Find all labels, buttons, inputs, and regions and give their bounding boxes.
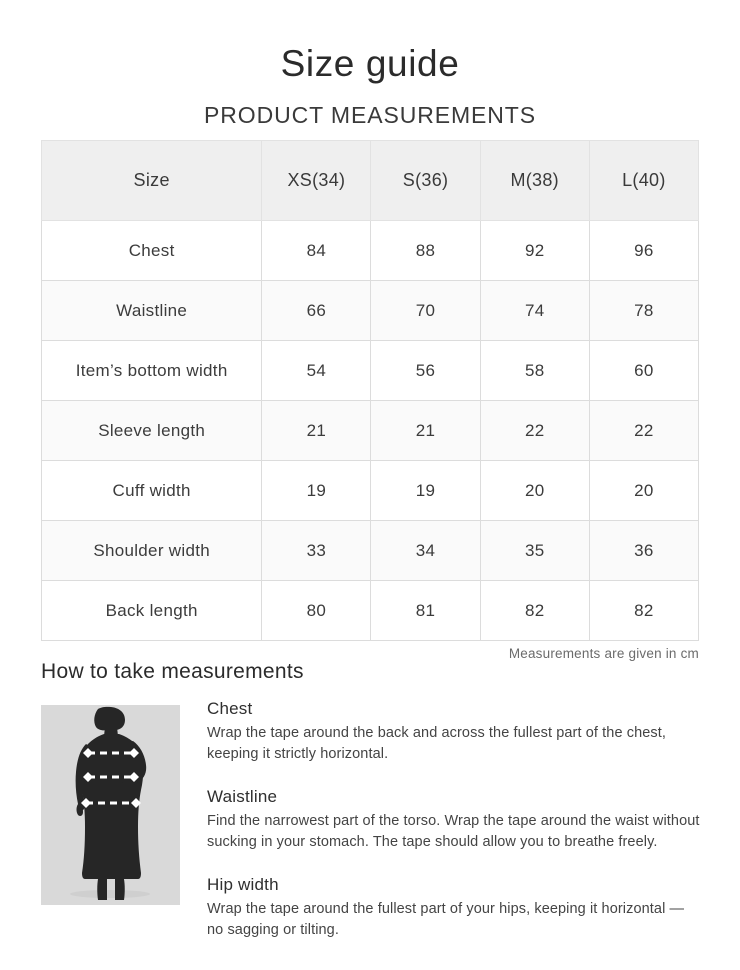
howto-item-hip-width <box>207 875 701 941</box>
cell-value: 21 <box>371 401 480 461</box>
cell-value: 60 <box>589 341 698 401</box>
cell-value: 82 <box>589 581 698 641</box>
row-label: Item’s bottom width <box>42 341 262 401</box>
table-row <box>42 221 699 281</box>
table-row <box>42 461 699 521</box>
page-title: Size guide <box>280 43 460 84</box>
cell-value: 58 <box>480 341 589 401</box>
cell-value: 22 <box>480 401 589 461</box>
measurements-table <box>41 140 699 641</box>
cell-value: 19 <box>371 461 480 521</box>
cell-value: 20 <box>589 461 698 521</box>
table-row <box>42 341 699 401</box>
measurements-unit-note: Measurements are given in cm <box>508 646 699 661</box>
woman-silhouette-icon <box>41 705 180 905</box>
cell-value: 96 <box>589 221 698 281</box>
cell-value: 54 <box>262 341 371 401</box>
cell-value: 19 <box>262 461 371 521</box>
cell-value: 36 <box>589 521 698 581</box>
cell-value: 21 <box>262 401 371 461</box>
row-label: Shoulder width <box>42 521 262 581</box>
cell-value: 84 <box>262 221 371 281</box>
column-header-xs: XS(34) <box>262 141 371 221</box>
table-header-row <box>42 141 699 221</box>
row-label: Cuff width <box>42 461 262 521</box>
cell-value: 81 <box>371 581 480 641</box>
howto-text-column <box>180 699 701 941</box>
measurements-table-wrapper <box>41 140 699 641</box>
column-header-l: L(40) <box>589 141 698 221</box>
table-head <box>42 141 699 221</box>
cell-value: 56 <box>371 341 480 401</box>
cell-value: 35 <box>480 521 589 581</box>
howto-section-heading: How to take measurements <box>41 660 304 683</box>
row-label: Sleeve length <box>42 401 262 461</box>
measurement-diagram-image <box>41 705 180 905</box>
cell-value: 22 <box>589 401 698 461</box>
cell-value: 92 <box>480 221 589 281</box>
cell-value: 88 <box>371 221 480 281</box>
page-subtitle: PRODUCT MEASUREMENTS <box>204 101 536 128</box>
cell-value: 80 <box>262 581 371 641</box>
cell-value: 34 <box>371 521 480 581</box>
row-label: Back length <box>42 581 262 641</box>
howto-term: Chest <box>207 699 253 718</box>
howto-description: Find the narrowest part of the torso. Wrap the tape around the waist without sucking in your stomach. The tape should allow you to breathe freely. <box>207 813 700 851</box>
howto-description: Wrap the tape around the fullest part of your hips, keeping it horizontal — no sagging or tilting. <box>207 901 685 939</box>
cell-value: 74 <box>480 281 589 341</box>
cell-value: 33 <box>262 521 371 581</box>
howto-term: Hip width <box>207 875 279 895</box>
table-row <box>42 281 699 341</box>
howto-term: Waistline <box>207 787 278 807</box>
row-label: Waistline <box>42 281 262 341</box>
table-row <box>42 521 699 581</box>
cell-value: 66 <box>262 281 371 341</box>
row-label: Chest <box>42 221 262 281</box>
table-body <box>42 221 699 641</box>
column-header-s: S(36) <box>371 141 480 221</box>
cell-value: 20 <box>480 461 589 521</box>
cell-value: 70 <box>371 281 480 341</box>
cell-value: 82 <box>480 581 589 641</box>
table-row <box>42 581 699 641</box>
table-row <box>42 401 699 461</box>
howto-item-chest <box>207 699 701 765</box>
column-header-m: M(38) <box>480 141 589 221</box>
howto-section-body <box>41 699 701 941</box>
howto-description: Wrap the tape around the back and across the fullest part of the chest, keeping it strictly horizontal. <box>207 725 667 763</box>
cell-value: 78 <box>589 281 698 341</box>
column-header-size: Size <box>42 141 262 221</box>
howto-item-waistline <box>207 787 701 853</box>
